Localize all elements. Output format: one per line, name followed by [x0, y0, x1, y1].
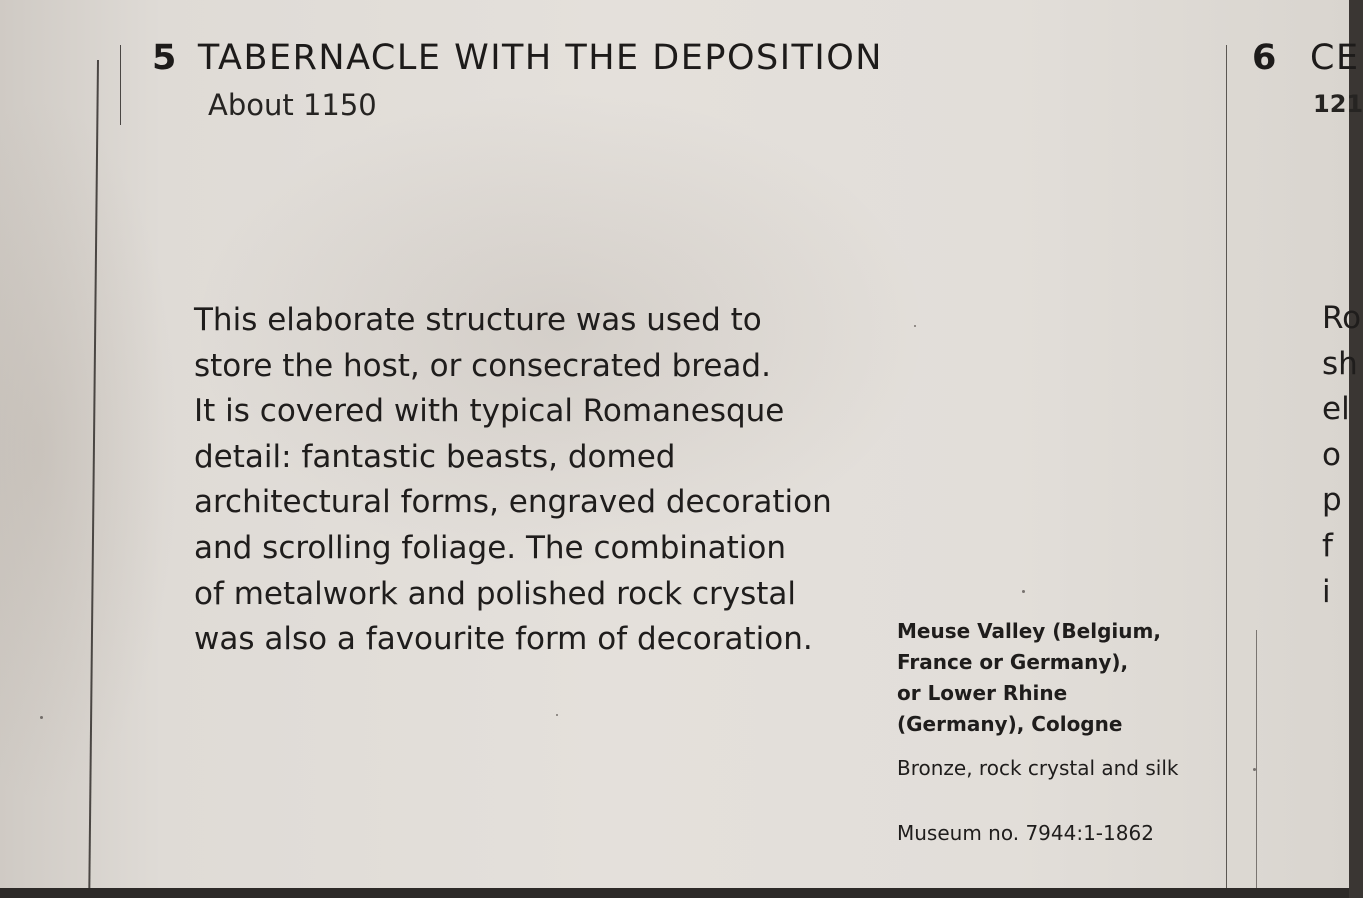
- description-line: of metalwork and polished rock crystal: [194, 575, 797, 612]
- description-line: store the host, or consecrated bread.: [194, 347, 771, 384]
- description-line: detail: fantastic beasts, domed: [194, 438, 676, 475]
- panel-left-inner-line: [120, 45, 121, 125]
- dust-speck: [1022, 590, 1025, 593]
- description-line: and scrolling foliage. The combination: [194, 529, 787, 566]
- dust-speck: [914, 325, 916, 327]
- next-body-fragment: p: [1322, 482, 1342, 519]
- label-heading: [152, 38, 883, 78]
- label-description: [194, 298, 894, 663]
- next-body-fragment: f: [1322, 527, 1333, 564]
- description-line: architectural forms, engraved decoration: [194, 484, 832, 521]
- panel-right-border: [1256, 630, 1257, 890]
- panel-left-border: [88, 60, 99, 890]
- next-body-fragment: Ro: [1322, 300, 1362, 336]
- dust-speck: [1253, 768, 1256, 771]
- panel-divider: [1226, 45, 1227, 890]
- origin-line: Meuse Valley (Belgium,: [897, 619, 1161, 643]
- dust-speck: [556, 714, 558, 716]
- description-line: was also a favourite form of decoration.: [194, 621, 813, 658]
- next-label-body-fragments: [1322, 296, 1361, 615]
- description-line: It is covered with typical Romanesque: [194, 393, 785, 430]
- next-body-fragment: el: [1322, 391, 1350, 428]
- origin-line: or Lower Rhine: [897, 681, 1068, 705]
- label-materials: Bronze, rock crystal and silk: [897, 756, 1179, 780]
- dust-speck: [40, 716, 43, 719]
- label-title: TABERNACLE WITH THE DEPOSITION: [197, 38, 883, 78]
- origin-line: (Germany), Cologne: [897, 712, 1123, 736]
- description-line: This elaborate structure was used to: [194, 302, 762, 338]
- next-body-fragment: i: [1322, 573, 1331, 610]
- frame-bottom-edge: [0, 888, 1349, 898]
- label-date: About 1150: [208, 88, 377, 122]
- next-label-date-fragment: 121: [1313, 90, 1363, 118]
- next-label-number: 6: [1252, 38, 1277, 78]
- label-number: 5: [152, 38, 178, 78]
- origin-line: France or Germany),: [897, 650, 1129, 674]
- next-body-fragment: o: [1322, 436, 1341, 473]
- label-museum-number: Museum no. 7944:1-1862: [897, 821, 1154, 845]
- label-origin: [897, 616, 1161, 740]
- next-label-title-fragment: CE: [1310, 38, 1360, 78]
- next-body-fragment: sh: [1322, 345, 1358, 382]
